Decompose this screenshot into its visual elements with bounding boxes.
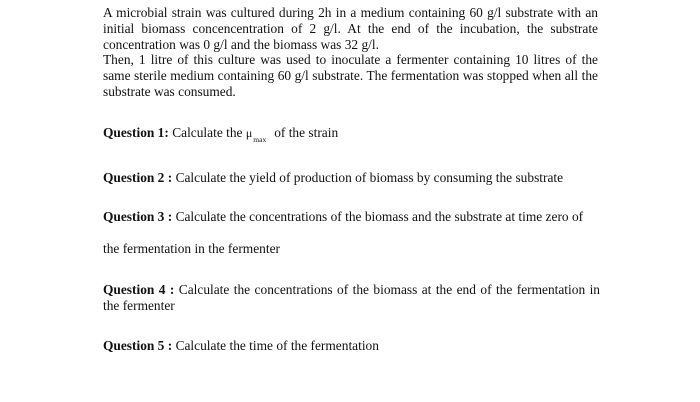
question-1-text-before: Calculate the bbox=[172, 125, 243, 140]
question-2-label: Question 2 : bbox=[103, 170, 173, 185]
question-3-label: Question 3 : bbox=[103, 209, 173, 224]
question-3-text: Calculate the concentrations of the biomass and the substrate at time zero of bbox=[175, 209, 584, 224]
question-4 bbox=[103, 282, 600, 313]
question-1-label: Question 1: bbox=[103, 125, 169, 140]
question-3-continuation: the fermentation in the fermenter bbox=[103, 241, 280, 256]
question-5 bbox=[103, 338, 600, 354]
problem-statement bbox=[103, 5, 598, 100]
question-4-text: Calculate the concentrations of the biomass at the end of the fermentation in the fermenter bbox=[103, 282, 600, 313]
question-5-label: Question 5 : bbox=[103, 338, 173, 353]
question-5-text: Calculate the time of the fermentation bbox=[175, 338, 379, 353]
max-subscript: max bbox=[253, 135, 267, 144]
mu-symbol: μ bbox=[245, 126, 253, 140]
question-1 bbox=[103, 125, 600, 143]
intro-paragraph-1: A microbial strain was cultured during 2h in a medium containing 60 g/l substrate with an initial biomass concencentration of 2 g/l. At the end of the incubation, the substrate concentration was 0 g/l and the biomass was 32 g/l. bbox=[103, 5, 598, 52]
question-4-label: Question 4 : bbox=[103, 282, 175, 297]
question-3 bbox=[103, 209, 600, 225]
question-2-text: Calculate the yield of production of biomass by consuming the substrate bbox=[175, 170, 564, 185]
intro-paragraph-2: Then, 1 litre of this culture was used to inoculate a fermenter containing 10 litres of the same sterile medium containing 60 g/l substrate. The fermentation was stopped when all the substrate was consumed. bbox=[103, 52, 598, 99]
question-1-text-after: of the strain bbox=[274, 125, 339, 140]
question-2 bbox=[103, 170, 600, 186]
